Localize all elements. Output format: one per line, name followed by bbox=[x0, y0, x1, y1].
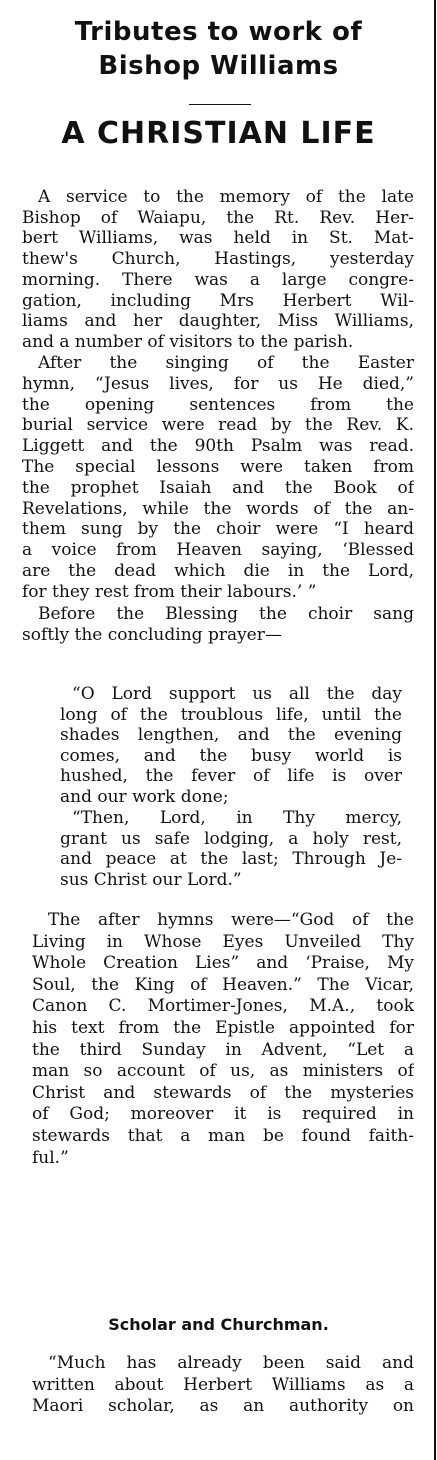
para2-line: hymn, “Jesus lives, for us He died,” bbox=[22, 373, 414, 394]
prayer1-line: “O Lord support us all the day bbox=[72, 684, 402, 704]
para4-line: the third Sunday in Advent, “Let a bbox=[32, 1039, 414, 1060]
para4-line: ful.” bbox=[32, 1147, 69, 1168]
para2-line: are the dead which die in the Lord, bbox=[22, 561, 414, 581]
para4-line: his text from the Epistle appointed for bbox=[32, 1018, 414, 1038]
prayer1-line: hushed, the fever of life is over bbox=[60, 766, 402, 787]
headline-divider bbox=[189, 104, 251, 105]
prayer1-line: comes, and the busy world is bbox=[60, 745, 402, 766]
para2-line: them sung by the choir were “I heard bbox=[22, 519, 414, 540]
prayer2-line: and peace at the last; Through Je- bbox=[60, 849, 402, 870]
para1-line: liams and her daughter, Miss Williams, bbox=[22, 311, 414, 332]
para3-line: softly the concluding prayer— bbox=[22, 624, 282, 645]
prayer2-line: grant us safe lodging, a holy rest, bbox=[60, 828, 402, 849]
para4-line: of God; moreover it is required in bbox=[32, 1104, 414, 1125]
para4-line: Christ and stewards of the mysteries bbox=[32, 1082, 414, 1103]
prayer1-line: long of the troublous life, until the bbox=[60, 704, 402, 725]
para2-line: Revelations, while the words of the an- bbox=[22, 498, 414, 519]
headline-line-1: Tributes to work of bbox=[74, 17, 363, 47]
para2-line: The special lessons were taken from bbox=[22, 457, 414, 477]
para1-line: Bishop of Waiapu, the Rt. Rev. Her- bbox=[22, 207, 414, 228]
para4-line: Canon C. Mortimer-Jones, M.A., took bbox=[32, 996, 414, 1017]
para3-line: Before the Blessing the choir sang bbox=[38, 604, 414, 624]
para4-line: man so account of us, as ministers of bbox=[32, 1061, 414, 1082]
para2-line: After the singing of the Easter bbox=[38, 353, 414, 373]
para2-line: the opening sentences from the bbox=[22, 394, 414, 415]
headline-line-2: Bishop Williams bbox=[98, 51, 339, 81]
column-edge bbox=[434, 0, 436, 1460]
main-headline: A CHRISTIAN LIFE bbox=[61, 116, 376, 151]
prayer2-line: sus Christ our Lord.” bbox=[60, 869, 242, 890]
para1-line: thew's Church, Hastings, yesterday bbox=[22, 249, 414, 270]
para4-line: The after hymns were—“God of the bbox=[48, 910, 414, 930]
prayer1-line: and our work done; bbox=[60, 787, 229, 807]
para1-line: A service to the memory of the late bbox=[38, 187, 414, 207]
para2-line: the prophet Isaiah and the Book of bbox=[22, 477, 414, 498]
para1-line: bert Williams, was held in St. Mat- bbox=[22, 228, 414, 249]
para4-line: Whole Creation Lies” and ‘Praise, My bbox=[32, 953, 414, 974]
para1-line: and a number of visitors to the parish. bbox=[22, 331, 354, 352]
para2-line: Liggett and the 90th Psalm was read. bbox=[22, 436, 414, 457]
para4-line: Soul, the King of Heaven.” The Vicar, bbox=[32, 974, 414, 995]
prayer2-line: “Then, Lord, in Thy mercy, bbox=[72, 808, 402, 828]
para2-line: a voice from Heaven saying, ‘Blessed bbox=[22, 540, 414, 561]
para4-line: Living in Whose Eyes Unveiled Thy bbox=[32, 931, 414, 952]
para2-line: for they rest from their labours.’ ” bbox=[22, 581, 317, 602]
prayer1-line: shades lengthen, and the evening bbox=[60, 725, 402, 746]
para5-line: Maori scholar, as an authority on bbox=[32, 1396, 414, 1416]
para4-line: stewards that a man be found faith- bbox=[32, 1126, 414, 1146]
para2-line: burial service were read by the Rev. K. bbox=[22, 415, 414, 436]
para1-line: morning. There was a large congre- bbox=[22, 269, 414, 290]
para5-line: written about Herbert Williams as a bbox=[32, 1374, 414, 1395]
para1-line: gation, including Mrs Herbert Wil- bbox=[22, 290, 414, 311]
section-subhead: Scholar and Churchman. bbox=[108, 1315, 329, 1334]
para5-line: “Much has already been said and bbox=[48, 1353, 414, 1373]
